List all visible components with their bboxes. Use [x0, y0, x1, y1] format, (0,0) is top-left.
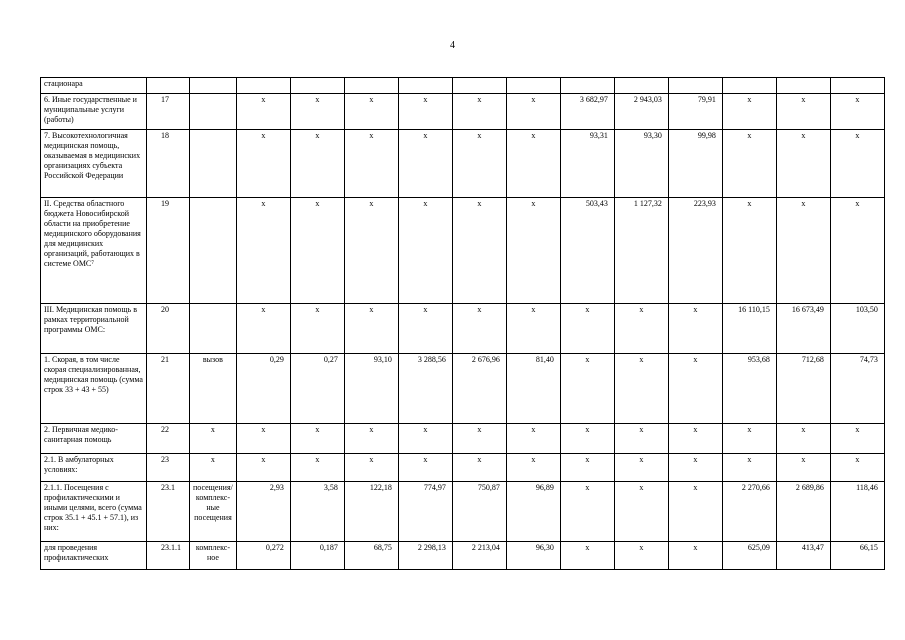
- value-cell: [398, 78, 452, 94]
- value-cell: 2 676,96: [452, 354, 506, 424]
- row-unit-cell: комплекс-ное: [190, 542, 237, 570]
- value-cell: x: [776, 198, 830, 304]
- value-cell: x: [668, 542, 722, 570]
- value-cell: x: [344, 198, 398, 304]
- value-cell: 122,18: [344, 482, 398, 542]
- value-cell: 79,91: [668, 94, 722, 130]
- value-cell: x: [452, 424, 506, 454]
- value-cell: x: [614, 542, 668, 570]
- row-unit-cell: [190, 198, 237, 304]
- row-name-cell: III. Медицинская помощь в рамках территориальной программы ОМС:: [41, 304, 147, 354]
- value-cell: [722, 78, 776, 94]
- row-name-cell: стационара: [41, 78, 147, 94]
- value-cell: x: [560, 304, 614, 354]
- value-cell: 0,29: [236, 354, 290, 424]
- value-cell: x: [506, 198, 560, 304]
- value-cell: x: [236, 304, 290, 354]
- value-cell: x: [236, 198, 290, 304]
- value-cell: 3 288,56: [398, 354, 452, 424]
- value-cell: 774,97: [398, 482, 452, 542]
- row-unit-cell: вызов: [190, 354, 237, 424]
- row-code-cell: 21: [147, 354, 190, 424]
- value-cell: [560, 78, 614, 94]
- value-cell: x: [344, 454, 398, 482]
- value-cell: x: [290, 198, 344, 304]
- value-cell: 81,40: [506, 354, 560, 424]
- value-cell: 0,27: [290, 354, 344, 424]
- value-cell: x: [830, 94, 884, 130]
- value-cell: 93,30: [614, 130, 668, 198]
- data-table: [40, 77, 885, 570]
- value-cell: x: [830, 424, 884, 454]
- value-cell: 118,46: [830, 482, 884, 542]
- value-cell: [776, 78, 830, 94]
- value-cell: x: [722, 424, 776, 454]
- value-cell: [668, 78, 722, 94]
- value-cell: x: [344, 130, 398, 198]
- row-name-cell: 2. Первичная медико-санитарная помощь: [41, 424, 147, 454]
- value-cell: x: [722, 454, 776, 482]
- value-cell: 0,187: [290, 542, 344, 570]
- value-cell: 625,09: [722, 542, 776, 570]
- value-cell: [830, 78, 884, 94]
- value-cell: x: [290, 94, 344, 130]
- value-cell: x: [776, 130, 830, 198]
- value-cell: x: [290, 454, 344, 482]
- value-cell: x: [560, 454, 614, 482]
- value-cell: x: [560, 542, 614, 570]
- table-row: [41, 78, 885, 94]
- value-cell: 68,75: [344, 542, 398, 570]
- value-cell: x: [452, 454, 506, 482]
- row-name-cell: 6. Иные государственные и муниципальные услуги (работы): [41, 94, 147, 130]
- row-name-cell: для проведения профилактических: [41, 542, 147, 570]
- value-cell: 953,68: [722, 354, 776, 424]
- table-row: [41, 482, 885, 542]
- value-cell: 16 673,49: [776, 304, 830, 354]
- row-code-cell: 22: [147, 424, 190, 454]
- value-cell: x: [668, 354, 722, 424]
- row-unit-cell: x: [190, 424, 237, 454]
- table-row: [41, 198, 885, 304]
- value-cell: x: [560, 424, 614, 454]
- value-cell: x: [290, 424, 344, 454]
- value-cell: x: [398, 94, 452, 130]
- row-unit-cell: [190, 304, 237, 354]
- value-cell: x: [506, 304, 560, 354]
- value-cell: [506, 78, 560, 94]
- value-cell: x: [452, 198, 506, 304]
- value-cell: 66,15: [830, 542, 884, 570]
- row-name-cell: 2.1. В амбулаторных условиях:: [41, 454, 147, 482]
- value-cell: 96,89: [506, 482, 560, 542]
- value-cell: x: [614, 424, 668, 454]
- value-cell: x: [776, 454, 830, 482]
- value-cell: 99,98: [668, 130, 722, 198]
- value-cell: x: [506, 454, 560, 482]
- value-cell: x: [506, 130, 560, 198]
- row-name-cell: II. Средства областного бюджета Новосибирской области на приобретение медицинского оборудования для медицинских организаций, работающих в системе ОМС⁷: [41, 198, 147, 304]
- row-code-cell: 17: [147, 94, 190, 130]
- row-unit-cell: [190, 94, 237, 130]
- value-cell: x: [614, 304, 668, 354]
- value-cell: x: [830, 130, 884, 198]
- value-cell: 413,47: [776, 542, 830, 570]
- row-unit-cell: [190, 130, 237, 198]
- value-cell: x: [776, 94, 830, 130]
- value-cell: x: [668, 454, 722, 482]
- value-cell: x: [560, 354, 614, 424]
- row-name-cell: 1. Скорая, в том числе скорая специализированная, медицинская помощь (сумма строк 33 + 43 + 55): [41, 354, 147, 424]
- row-code-cell: 18: [147, 130, 190, 198]
- value-cell: x: [236, 94, 290, 130]
- value-cell: [452, 78, 506, 94]
- value-cell: x: [398, 454, 452, 482]
- value-cell: x: [398, 130, 452, 198]
- value-cell: 223,93: [668, 198, 722, 304]
- value-cell: x: [614, 454, 668, 482]
- value-cell: 712,68: [776, 354, 830, 424]
- value-cell: 74,73: [830, 354, 884, 424]
- page-number: 4: [450, 40, 455, 51]
- value-cell: 3 682,97: [560, 94, 614, 130]
- value-cell: x: [776, 424, 830, 454]
- row-unit-cell: [190, 78, 237, 94]
- value-cell: 93,31: [560, 130, 614, 198]
- value-cell: 2 943,03: [614, 94, 668, 130]
- row-name-cell: 2.1.1. Посещения с профилактическими и иными целями, всего (сумма строк 35.1 + 45.1 + 57.1), из них:: [41, 482, 147, 542]
- value-cell: [614, 78, 668, 94]
- row-name-cell: 7. Высокотехнологичная медицинская помощь, оказываемая в медицинских организациях субъекта Российской Федерации: [41, 130, 147, 198]
- value-cell: [290, 78, 344, 94]
- value-cell: x: [506, 424, 560, 454]
- value-cell: x: [290, 304, 344, 354]
- table-row: [41, 542, 885, 570]
- value-cell: 96,30: [506, 542, 560, 570]
- value-cell: 2 689,86: [776, 482, 830, 542]
- value-cell: x: [560, 482, 614, 542]
- row-code-cell: 23.1: [147, 482, 190, 542]
- value-cell: 103,50: [830, 304, 884, 354]
- row-code-cell: [147, 78, 190, 94]
- value-cell: 93,10: [344, 354, 398, 424]
- value-cell: x: [830, 198, 884, 304]
- row-code-cell: 19: [147, 198, 190, 304]
- value-cell: [344, 78, 398, 94]
- table-row: [41, 354, 885, 424]
- value-cell: x: [344, 424, 398, 454]
- value-cell: x: [830, 454, 884, 482]
- value-cell: x: [668, 424, 722, 454]
- value-cell: x: [344, 94, 398, 130]
- row-code-cell: 23.1.1: [147, 542, 190, 570]
- value-cell: 503,43: [560, 198, 614, 304]
- value-cell: x: [452, 94, 506, 130]
- value-cell: 16 110,15: [722, 304, 776, 354]
- row-code-cell: 20: [147, 304, 190, 354]
- table-row: [41, 424, 885, 454]
- value-cell: x: [290, 130, 344, 198]
- value-cell: x: [398, 304, 452, 354]
- value-cell: 2,93: [236, 482, 290, 542]
- value-cell: x: [452, 304, 506, 354]
- value-cell: 0,272: [236, 542, 290, 570]
- value-cell: x: [668, 482, 722, 542]
- value-cell: x: [236, 130, 290, 198]
- value-cell: 1 127,32: [614, 198, 668, 304]
- value-cell: x: [614, 482, 668, 542]
- value-cell: [236, 78, 290, 94]
- row-unit-cell: посещения/ комплекс-ные посещения: [190, 482, 237, 542]
- value-cell: x: [344, 304, 398, 354]
- row-unit-cell: x: [190, 454, 237, 482]
- value-cell: 3,58: [290, 482, 344, 542]
- value-cell: 750,87: [452, 482, 506, 542]
- value-cell: x: [614, 354, 668, 424]
- table-row: [41, 94, 885, 130]
- value-cell: 2 213,04: [452, 542, 506, 570]
- value-cell: 2 298,13: [398, 542, 452, 570]
- value-cell: x: [452, 130, 506, 198]
- value-cell: 2 270,66: [722, 482, 776, 542]
- value-cell: x: [236, 454, 290, 482]
- table-row: [41, 304, 885, 354]
- value-cell: x: [722, 198, 776, 304]
- value-cell: x: [398, 198, 452, 304]
- value-cell: x: [722, 130, 776, 198]
- value-cell: x: [236, 424, 290, 454]
- value-cell: x: [398, 424, 452, 454]
- value-cell: x: [506, 94, 560, 130]
- table-row: [41, 130, 885, 198]
- value-cell: x: [668, 304, 722, 354]
- table-row: [41, 454, 885, 482]
- value-cell: x: [722, 94, 776, 130]
- row-code-cell: 23: [147, 454, 190, 482]
